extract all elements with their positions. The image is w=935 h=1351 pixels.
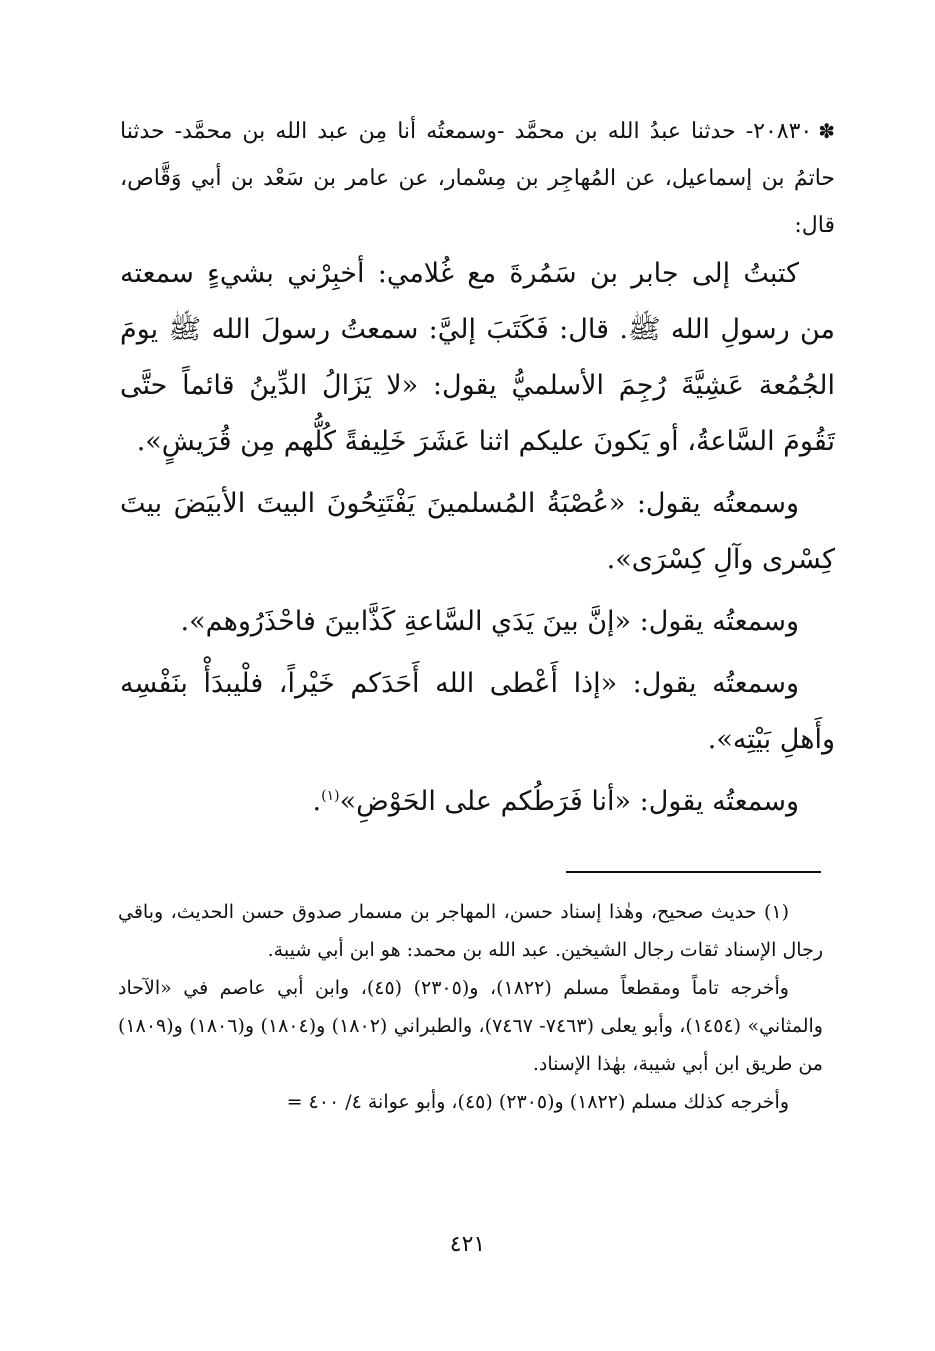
hadith-paragraph-1: كتبتُ إلى جابر بن سَمُرةَ مع غُلامي: أخبِرْني بشيءٍ سمعته من رسولِ الله ﷺ. قال: فَكَتَبَ إليَّ: سمعتُ رسولَ الله ﷺ يومَ الجُمُعة عَشِيَّةَ رُجِمَ الأسلميُّ يقول: «لا يَزَالُ الدِّينُ قائماً حتَّى تَقُومَ السَّاعةُ، أو يَكونَ عليكم اثنا عَشَرَ خَلِيفةً كُلُّهم مِن قُرَيشٍ». <box>120 258 835 457</box>
hadith-body <box>120 246 835 830</box>
footnote-2: وأخرجه تاماً ومقطعاً مسلم (١٨٢٢)، و(٢٣٠٥) (٤٥)، وابن أبي عاصم في «الآحاد والمثاني» (١٤٥٤)، وأبو يعلى (٧٤٦٣- ٧٤٦٧)، والطبراني (١٨٠٢) و(١٨٠٤) و(١٨٠٦) و(١٨٠٩) من طريق ابن أبي شيبة، بهٰذا الإسناد. <box>118 977 823 1075</box>
hadith-header <box>120 108 835 249</box>
hadith-paragraph-5-end: . <box>312 786 322 817</box>
hadith-paragraph-2: وسمعتُه يقول: «عُصْبَةُ المُسلمينَ يَفْتَتِحُونَ البيتَ الأبيَضَ بيتَ كِسْرى وآلِ كِسْرَى». <box>120 488 835 575</box>
footnote-reference: (١) <box>321 788 340 804</box>
hadith-paragraph-5-text: وسمعتُه يقول: «أنا فَرَطُكم على الحَوْضِ» <box>339 786 799 817</box>
page-number: ٤٢١ <box>449 1232 486 1257</box>
hadith-paragraph-4: وسمعتُه يقول: «إذا أَعْطى الله أَحَدَكم خَيْراً، فلْيبدَأْ بنَفْسِه وأَهلِ بَيْتِه». <box>120 668 835 755</box>
footnote-1: (١) حديث صحيح، وهٰذا إسناد حسن، المهاجر بن مسمار صدوق حسن الحديث، وباقي رجال الإسناد ثقات رجال الشيخين. عبد الله بن محمد: هو ابن أبي شيبة. <box>118 901 823 961</box>
asterisk-icon: ✽ <box>818 119 835 143</box>
hadith-paragraph-3: وسمعتُه يقول: «إنَّ بينَ يَدَي السَّاعةِ كَذَّابينَ فاحْذَرُوهم». <box>180 606 799 637</box>
footnote-divider <box>566 871 821 873</box>
footnotes <box>118 893 823 1121</box>
footnote-3: وأخرجه كذلك مسلم (١٨٢٢) و(٢٣٠٥) (٤٥)، وأبو عوانة ٤/ ٤٠٠ = <box>286 1091 789 1113</box>
hadith-paragraph-5 <box>120 774 835 830</box>
hadith-isnad: ٢٠٨٣٠- حدثنا عبدُ الله بن محمَّد -وسمعتُه أنا مِن عبد الله بن محمَّد- حدثنا حاتمُ بن إسماعيل، عن المُهاجِر بن مِسْمار، عن عامر بن سَعْد بن أبي وَقَّاص، قال: <box>120 119 835 238</box>
